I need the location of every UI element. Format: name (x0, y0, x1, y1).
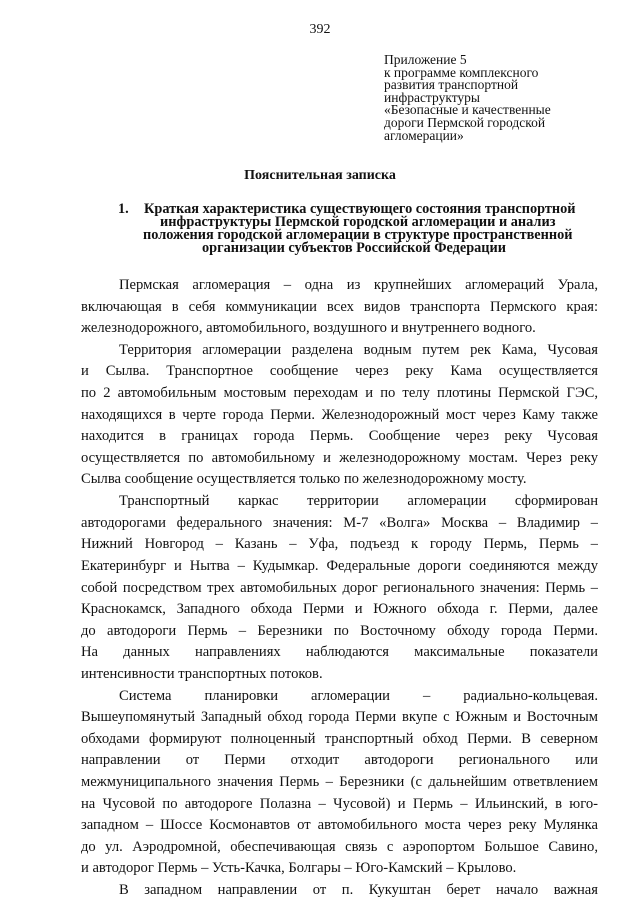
section-heading-line: положения городской агломерации в структуре пространственной (143, 227, 573, 243)
paragraph-line: Краснокамск, Западного обхода Перми и Южного обхода г. Перми, далее (81, 601, 598, 618)
paragraph-line: автодорогами федерального значения: М-7 «Волга» Москва – Владимир – (81, 514, 598, 531)
paragraph-line: В западном направлении от п. Кукуштан берет начало важная (119, 882, 598, 899)
paragraph-line: Сылва сообщение осуществляется только по железнодорожному мосту. (81, 471, 527, 488)
paragraph-line: Вышеупомянутый Западный обход города Перми вкупе с Южным и Восточным (81, 709, 598, 726)
paragraph-line: Система планировки агломерации – радиально-кольцевая. (119, 687, 598, 704)
paragraph-line: осуществляется по автомобильному и железнодорожному мостам. Через реку (81, 449, 598, 466)
paragraph-line: Территория агломерации разделена водным путем рек Кама, Чусовая (119, 341, 598, 358)
appendix-line: развития транспортной (384, 77, 519, 93)
section-heading (118, 203, 593, 255)
paragraph-line: и автодорог Пермь – Усть-Качка, Болгары – Юго-Камский – Крылово. (81, 860, 517, 877)
section-heading-line: инфраструктуры Пермской городской агломерации и анализ (160, 214, 556, 230)
paragraph-line: и Сылва. Транспортное сообщение через реку Кама осуществляется (81, 363, 598, 380)
paragraph-line: Пермская агломерация – одна из крупнейших агломераций Урала, (119, 277, 598, 293)
body-text (81, 275, 598, 902)
page-number: 392 (309, 22, 331, 37)
section-heading-line: Краткая характеристика существующего состояния транспортной (144, 201, 576, 217)
paragraph-line: находящихся в черте города Перми. Железнодорожный мост через Каму также (81, 406, 598, 423)
paragraph-line: На данных направлениях наблюдаются максимальные показатели (81, 644, 598, 661)
paragraph-line: железнодорожного, автомобильного, воздушного и внутреннего водного. (81, 320, 536, 337)
appendix-block (384, 54, 594, 142)
paragraph-line: Екатеринбург и Нытва – Кудымкар. Федеральные дороги соединяются между (81, 557, 598, 574)
paragraph (81, 880, 598, 902)
paragraph-line: направлении от Перми отходит автодороги регионального или (81, 752, 598, 769)
document-title: Пояснительная записка (244, 168, 396, 183)
paragraph-line: западном – Шоссе Космонавтов от автомобильного моста через реку Мулянка (81, 817, 598, 834)
paragraph-line: интенсивности транспортных потоков. (81, 665, 323, 682)
paragraph-line: включающая в себя коммуникации всех видов транспорта Пермского края: (81, 298, 598, 315)
appendix-line: дороги Пермской городской (384, 114, 546, 130)
paragraph (81, 686, 598, 880)
paragraph-line: Нижний Новгород – Казань – Уфа, подъезд к городу Пермь, Пермь – (81, 536, 598, 553)
paragraph-line: собой посредством трех автомобильных дорог регионального значения: Пермь – (81, 579, 598, 596)
paragraph-line: на Чусовой по автодороге Полазна – Чусовой) и Пермь – Ильинский, в юго- (81, 795, 598, 812)
paragraph (81, 275, 598, 340)
paragraph-line: до ул. Аэродромной, обеспечивающая связь с аэропортом Большое Савино, (81, 838, 598, 855)
appendix-line: агломерации» (384, 127, 464, 143)
paragraph (81, 340, 598, 491)
section-heading-line: организации субъектов Российской Федерации (202, 240, 507, 256)
paragraph (81, 491, 598, 685)
paragraph-line: Транспортный каркас территории агломерации сформирован (119, 493, 598, 510)
appendix-line: к программе комплексного (384, 64, 539, 80)
paragraph-line: до автодороги Пермь – Березники по Восточному обходу города Перми. (81, 622, 598, 639)
paragraph-line: обходами формируют полноценный транспортный обход Перми. В северном (81, 730, 598, 747)
appendix-line: «Безопасные и качественные (384, 102, 551, 118)
section-number: 1. (118, 201, 129, 217)
paragraph-line: по 2 автомобильным мостовым переходам и по телу плотины Пермской ГЭС, (81, 385, 598, 402)
appendix-line: Приложение 5 (384, 52, 467, 67)
paragraph-line: находится в границах города Пермь. Сообщение через реку Чусовая (81, 428, 598, 445)
appendix-line: инфраструктуры (384, 89, 480, 105)
paragraph-line: межмуниципального значения Пермь – Березники (с дальнейшим ответвлением (81, 774, 598, 791)
